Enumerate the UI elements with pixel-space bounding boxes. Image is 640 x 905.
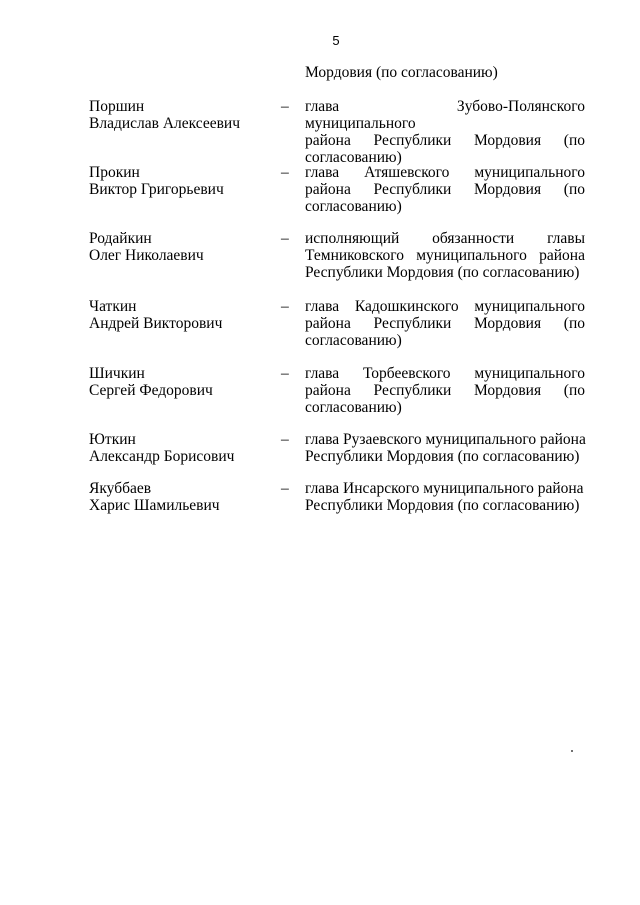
position-description	[305, 164, 585, 215]
position-description	[305, 480, 585, 514]
role-line: согласованию)	[305, 198, 402, 215]
role-line: Республики Мордовия (по согласованию)	[305, 448, 580, 465]
position-description	[305, 98, 585, 166]
surname: Поршин	[89, 98, 145, 115]
given-names: Владислав Алексеевич	[89, 115, 241, 132]
person-name	[89, 98, 279, 132]
person-name	[89, 298, 279, 332]
dash-separator: –	[281, 98, 289, 115]
role-line: согласованию)	[305, 149, 402, 166]
role-line: района Республики Мордовия (по	[305, 181, 585, 198]
surname: Прокин	[89, 164, 140, 181]
given-names: Александр Борисович	[89, 448, 235, 465]
role-line: района Республики Мордовия (по	[305, 382, 585, 399]
dash-separator: –	[281, 431, 289, 448]
role-line: района Республики Мордовия (по	[305, 315, 585, 332]
position-description	[305, 365, 585, 416]
person-name	[89, 365, 279, 399]
list-item	[0, 164, 640, 224]
role-line: Республики Мордовия (по согласованию)	[305, 497, 580, 514]
dash-separator: –	[281, 298, 289, 315]
person-name	[89, 230, 279, 264]
given-names: Сергей Федорович	[89, 382, 213, 399]
role-line: Республики Мордовия (по согласованию)	[305, 264, 580, 281]
dash-separator: –	[281, 164, 289, 181]
position-description	[305, 230, 585, 281]
list-item	[0, 230, 640, 290]
given-names: Виктор Григорьевич	[89, 181, 224, 198]
role-line: района Республики Мордовия (по	[305, 132, 585, 149]
role-line: глава Атяшевского муниципального	[305, 164, 585, 181]
role-line: согласованию)	[305, 332, 402, 349]
scan-speck	[571, 750, 573, 752]
surname: Родайкин	[89, 230, 152, 247]
role-line: согласованию)	[305, 399, 402, 416]
given-names: Андрей Викторович	[89, 315, 223, 332]
position-description	[305, 431, 585, 465]
given-names: Харис Шамильевич	[89, 497, 220, 514]
dash-separator: –	[281, 230, 289, 247]
role-line: исполняющий обязанности главы	[305, 230, 585, 247]
list-item	[0, 365, 640, 425]
surname: Чаткин	[89, 298, 137, 315]
list-item	[0, 480, 640, 540]
position-description	[305, 298, 585, 349]
role-line: глава Торбеевского муниципального	[305, 365, 585, 382]
dash-separator: –	[281, 480, 289, 497]
given-names: Олег Николаевич	[89, 247, 204, 264]
person-name	[89, 480, 279, 514]
role-line: глава Кадошкинского муниципального	[305, 298, 585, 315]
role-line: глава Зубово-Полянского муниципального	[305, 98, 585, 132]
person-name	[89, 431, 279, 465]
surname: Юткин	[89, 431, 136, 448]
page-number: 5	[332, 33, 340, 48]
continuation-text: Мордовия (по согласованию)	[305, 64, 498, 81]
list-item	[0, 298, 640, 358]
list-item	[0, 98, 640, 166]
role-line: глава Инсарского муниципального района	[305, 480, 584, 497]
role-line: глава Рузаевского муниципального района	[305, 431, 586, 448]
surname: Якуббаев	[89, 480, 152, 497]
surname: Шичкин	[89, 365, 145, 382]
person-name	[89, 164, 279, 198]
dash-separator: –	[281, 365, 289, 382]
role-line: Темниковского муниципального района	[305, 247, 585, 264]
